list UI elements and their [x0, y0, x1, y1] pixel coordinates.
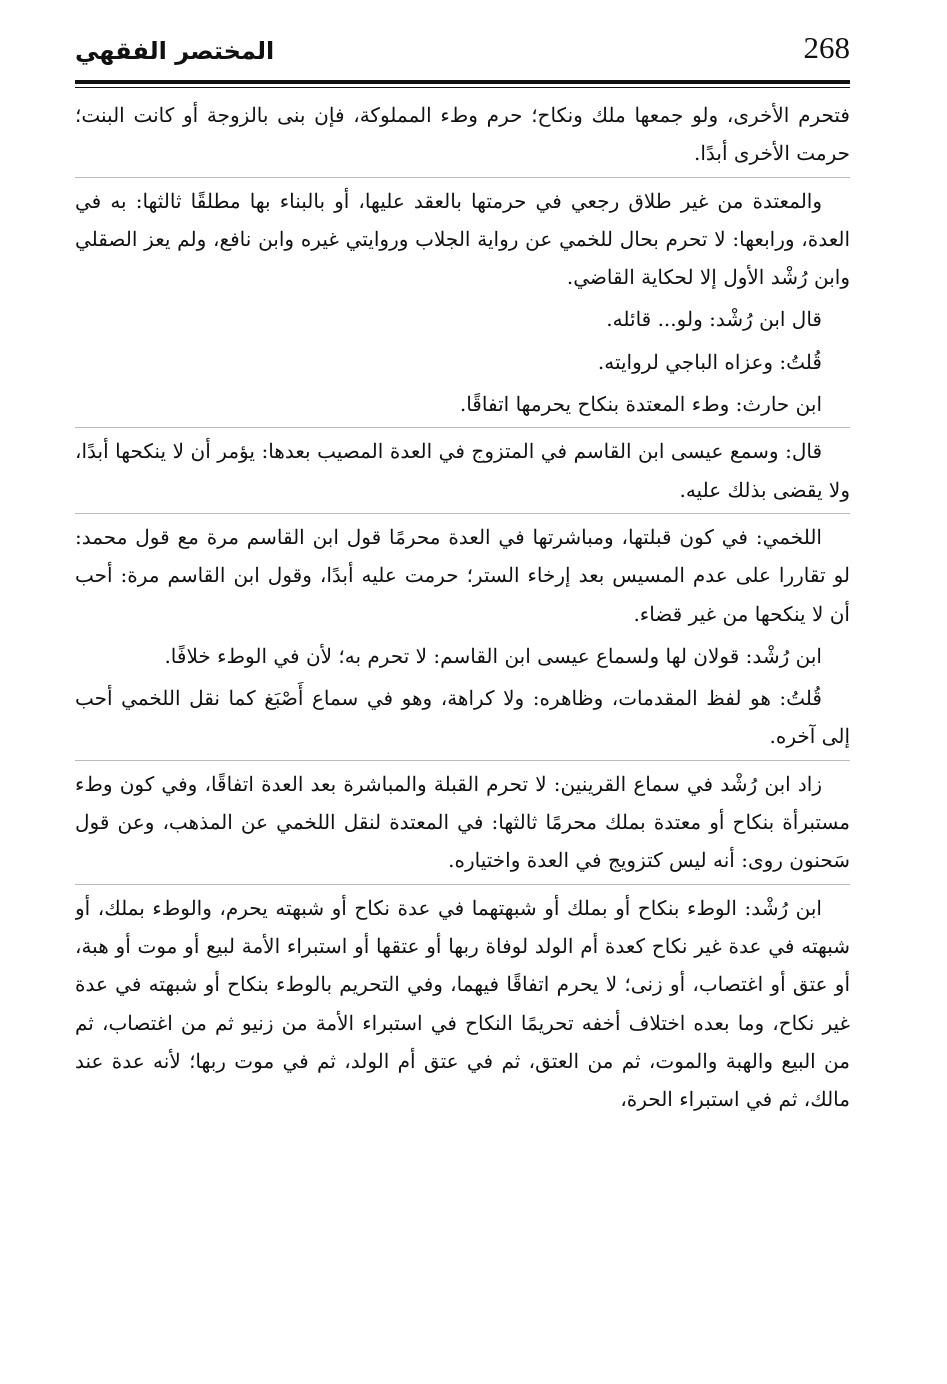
- book-title: المختصر الفقهي: [75, 37, 275, 65]
- paragraph: فتحرم الأخرى، ولو جمعها ملك ونكاح؛ حرم وطء المملوكة، فإن بنى بالزوجة أو كانت البنت؛ حرمت الأخرى أبدًا.: [75, 103, 850, 166]
- paragraph: اللخمي: في كون قبلتها، ومباشرتها في العدة محرمًا قول ابن القاسم مرة مع قول محمد: لو تقاررا على عدم المسيس بعد إرخاء الستر؛ حرمت عليه أبدًا، وقول ابن القاسم مرة: أحب أن لا ينكحها من غير قضاء.: [75, 513, 850, 633]
- header-rule-thick: [75, 80, 850, 84]
- paragraph: ابن حارث: وطء المعتدة بنكاح يحرمها اتفاقًا.: [459, 392, 822, 417]
- paragraph: زاد ابن رُشْد في سماع القرينين: لا تحرم القبلة والمباشرة بعد العدة اتفاقًا، وفي كون وطء مستبرأة بنكاح أو معتدة بملك محرمًا ثالثها: في المعتدة لنقل اللخمي عن المذهب، وعن قول سَحنون روى: أنه ليس كتزويج في العدة واختياره.: [75, 760, 850, 880]
- paragraph: قُلتُ: وعزاه الباجي لروايته.: [597, 349, 822, 374]
- paragraph: ابن رُشْد: الوطء بنكاح أو بملك أو شبهتهما في عدة نكاح أو شبهته يحرم، والوطء بملك، أو شبهته في عدة غير نكاح كعدة أم الولد لوفاة ربها أو عتقها أو استبراء الأمة لبيع أو موت أو هبة، أو عتق أو اغتصاب، أو زنى؛ لا يحرم اتفاقًا فيهما، وفي التحريم بالوطء بنكاح أو شبهته في عدة غير نكاح، وما بعده اختلاف أخفه تحريمًا النكاح في استبراء الأمة من زنيو ثم من اغتصاب، ثم من البيع والهبة والموت، ثم من العتق، ثم في عتق أم الولد، ثم في موت ربها؛ لأنه عدة عند مالك، ثم في استبراء الحرة،: [75, 884, 850, 1119]
- header-rule-thin: [75, 87, 850, 88]
- paragraph: ابن رُشْد: قولان لها ولسماع عيسى ابن القاسم: لا تحرم به؛ لأن في الوطء خلافًا.: [164, 643, 822, 668]
- paragraph: قُلتُ: هو لفظ المقدمات، وظاهره: ولا كراهة، وهو في سماع أَصْبَغ كما نقل اللخمي أحب إلى آخره.: [75, 686, 850, 749]
- page-body: [75, 96, 850, 1356]
- page-number: 268: [803, 30, 850, 65]
- paragraph: والمعتدة من غير طلاق رجعي في حرمتها بالعقد عليها، أو بالبناء بها مطلقًا ثالثها: به في العدة، ورابعها: لا تحرم بحال للخمي عن رواية الجلاب وروايتي غيره وابن نافع، ولم يعز الصقلي وابن رُشْد الأول إلا لحكاية القاضي.: [75, 177, 850, 297]
- paragraph: قال ابن رُشْد: ولو... قائله.: [606, 307, 822, 332]
- page-header: [75, 28, 850, 80]
- paragraph: قال: وسمع عيسى ابن القاسم في المتزوج في العدة المصيب بعدها: يؤمر أن لا ينكحها أبدًا، ولا يقضى بذلك عليه.: [75, 427, 850, 509]
